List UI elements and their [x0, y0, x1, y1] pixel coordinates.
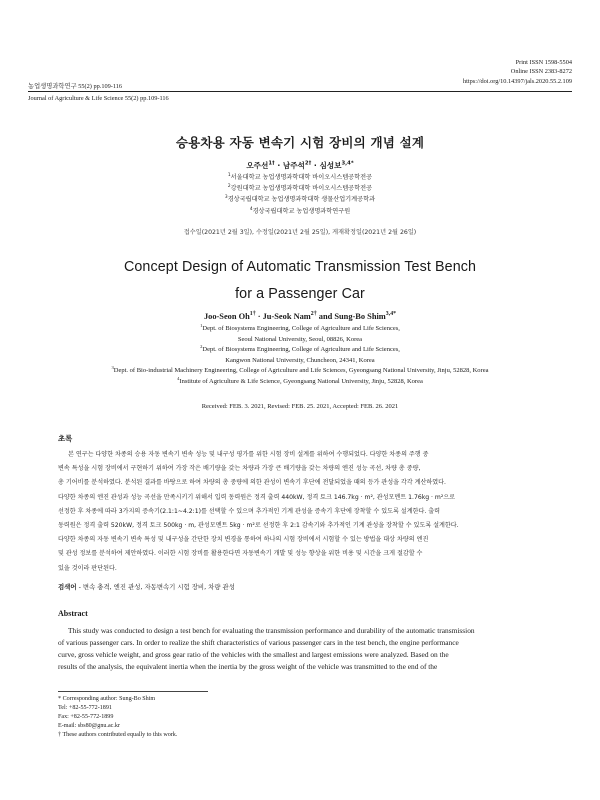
header-rule	[28, 91, 572, 92]
affiliation-text: Dept. of Biosystems Engineering, College of Agriculture and Life Sciences,	[202, 346, 400, 354]
affiliation-sup: 3	[111, 365, 114, 371]
affiliation-text: 서울대학교 농업생명과학대학 바이오시스템공학전공	[230, 174, 373, 181]
korean-title: 승용차용 자동 변속기 시험 장비의 개념 설계	[175, 135, 425, 150]
affiliation	[0, 377, 600, 388]
footnote-equal-contribution: † These authors contributed equally to this work.	[58, 732, 178, 739]
abstract-line: curve, gross vehicle weight, and gross gear ratio of the vehicles with the smallest and largest emissions were analyzed. Based on the	[58, 650, 449, 659]
author-sup: 1†	[249, 311, 256, 318]
keywords	[58, 582, 235, 591]
affiliation-sup: 4	[177, 375, 180, 381]
english-abstract-body	[58, 625, 544, 673]
affiliation	[0, 356, 600, 367]
affiliation	[0, 206, 600, 217]
author-sup: 1†	[268, 160, 275, 167]
abstract-line: 있을 것이라 판단된다.	[58, 564, 117, 572]
author-name: · 심성보	[311, 161, 342, 170]
author-name: · Ju-Seok Nam	[255, 312, 311, 321]
affiliation-text: Institute of Agriculture & Life Science, Gyeongsang National University, Jinju, 52828, Korea	[179, 377, 423, 385]
abstract-line: 동력원은 정격 출력 520kW, 정격 토크 500kg · m, 관성모멘트 5kg · m²로 선정한 후 2:1 감속기와 추가적인 기계 관성을 장착할 수 있도록 설계한다.	[58, 522, 459, 530]
abstract-line: 선정한 후 차종에 따라 3가지의 증속기(2.1:1~4.2:1)를 선택할 수 있으며 추가적인 기계 관성을 증속기 후단에 장착할 수 있도록 설계한다. 출력	[58, 507, 440, 515]
abstract-line: 변속 특성을 시험 장비에서 구현하기 위하여 가장 작은 배기량을 갖는 차량과 가장 큰 배기량을 갖는 차량의 엔진 성능 곡선, 차량 총 중량,	[58, 465, 421, 473]
author-name: 오주선	[246, 161, 269, 170]
english-authors	[0, 312, 600, 321]
online-issn: Online ISSN 2383-8272	[510, 68, 572, 76]
abstract-line: 총 기어비를 분석하였다. 분석된 결과를 바탕으로 하여 차량의 총 중량에 의한 관성이 변속기 후단에 전달되었을 때의 등가 관성을 각각 계산하였다.	[58, 479, 446, 487]
abstract-line: of various passenger cars. In order to realize the shift characteristics of various passenger cars in the test bench, the engine performance	[58, 638, 459, 647]
affiliation-sup: 1	[200, 322, 203, 328]
affiliation-sup: 1	[227, 172, 231, 178]
author-name: and Sung-Bo Shim	[316, 312, 386, 321]
journal-english: Journal of Agriculture & Life Science 55(2) pp.109-116	[28, 95, 169, 102]
keywords-text: - 변속 충격, 엔진 관성, 자동변속기 시험 장비, 차량 관성	[76, 583, 235, 591]
abstract-line: 및 관성 정보를 분석하여 제안하였다. 이러한 시험 장비를 활용한다면 자동변속기 개발 및 성능 향상을 위한 비용 및 시간을 크게 절감할 수	[58, 550, 423, 558]
affiliation-sup: 3	[224, 195, 228, 201]
journal-korean: 농업생명과학연구 55(2) pp.109-116	[28, 83, 123, 90]
affiliation-text: Kangwon National University, Chuncheon, 24341, Korea	[225, 356, 375, 364]
english-affiliations	[0, 324, 600, 388]
affiliation-text: 경상국립대학교 농업생명과학연구원	[252, 207, 351, 215]
korean-affiliations	[0, 172, 600, 217]
english-dates: Received: FEB. 3. 2021, Revised: FEB. 25. 2021, Accepted: FEB. 26. 2021	[201, 403, 399, 410]
footnotes	[58, 695, 177, 740]
abstract-line: 다양한 차종의 엔진 관성과 성능 곡선을 만족시키기 위해서 입력 동력원은 정격 출력 440kW, 정격 토크 146.7kg · m², 관성모멘트 1.76kg · m²으로	[58, 493, 456, 501]
korean-dates: 접수일(2021년 2월 3일), 수정일(2021년 2월 25일), 게재확정일(2021년 2월 26일)	[183, 229, 417, 236]
affiliation-text: 경상국립대학교 농업생명과학대학 생물산업기계공학과	[227, 196, 376, 204]
footnote-corresponding: * Corresponding author: Sung-Bo Shim	[58, 696, 156, 702]
affiliation	[0, 194, 600, 205]
english-title-line-1: Concept Design of Automatic Transmission Test Bench	[123, 259, 477, 275]
author-sup: 3,4*	[385, 311, 397, 318]
korean-authors	[0, 160, 600, 171]
author-name: Joo-Seon Oh	[203, 312, 250, 321]
affiliation	[0, 324, 600, 335]
footnote-fax: Fax: +82-55-772-1899	[58, 714, 114, 721]
affiliation	[0, 335, 600, 346]
abstract-line: results of the analysis, the equivalent inertia when the inertia by the gross weight of the vehicle was transmitted to the end of the	[58, 662, 438, 671]
affiliation-text: Dept. of Bio-industrial Machinery Engineering, College of Agriculture and Life Sciences, Gyeongsang National University, Jinju, 52828, Korea	[113, 367, 489, 375]
affiliation-sup: 4	[249, 206, 253, 212]
affiliation	[0, 183, 600, 194]
issn-doi-block	[463, 58, 572, 86]
doi: https://doi.org/10.14397/jals.2020.55.2.109	[462, 77, 572, 85]
abstract-line: This study was conducted to design a test bench for evaluating the transmission performance and durability of the automatic transmission	[68, 626, 475, 635]
author-sup: 3,4*	[341, 160, 354, 167]
affiliation	[0, 345, 600, 356]
footnote-tel: Tel: +82-55-772-1891	[58, 705, 112, 712]
korean-abstract-heading: 초록	[58, 434, 73, 443]
author-sup: 2†	[304, 160, 312, 167]
english-abstract-heading: Abstract	[58, 609, 88, 618]
english-title-line-2: for a Passenger Car	[235, 286, 365, 302]
author-name: · 남주석	[274, 161, 305, 170]
author-sup: 2†	[310, 311, 317, 318]
abstract-line: 본 연구는 다양한 차종의 승용 자동 변속기 변속 성능 및 내구성 평가를 위한 시험 장비 설계를 위하여 수행되었다. 다양한 차종의 주행 중	[68, 451, 429, 458]
affiliation	[0, 366, 600, 377]
affiliation	[0, 172, 600, 183]
affiliation-sup: 2	[200, 344, 203, 350]
footnote-email: E-mail: sbs80@gnu.ac.kr	[58, 723, 120, 730]
affiliation-sup: 2	[227, 184, 231, 190]
affiliation-text: 강원대학교 농업생명과학대학 바이오시스템공학전공	[230, 185, 373, 193]
korean-abstract-body	[58, 448, 544, 576]
print-issn: Print ISSN 1598-5504	[515, 59, 572, 66]
affiliation-text: Seoul National University, Seoul, 08826, Korea	[237, 335, 363, 343]
abstract-line: 다양한 차종의 자동 변속기 변속 특성 및 내구성을 간단한 장치 변경을 통하여 하나의 시험 장비에서 시험할 수 있는 방법을 대상 차량의 엔진	[58, 536, 429, 544]
footnote-rule	[58, 691, 208, 692]
keywords-label: 검색어	[58, 583, 77, 591]
affiliation-text: Dept. of Biosystems Engineering, College of Agriculture and Life Sciences,	[202, 325, 400, 332]
